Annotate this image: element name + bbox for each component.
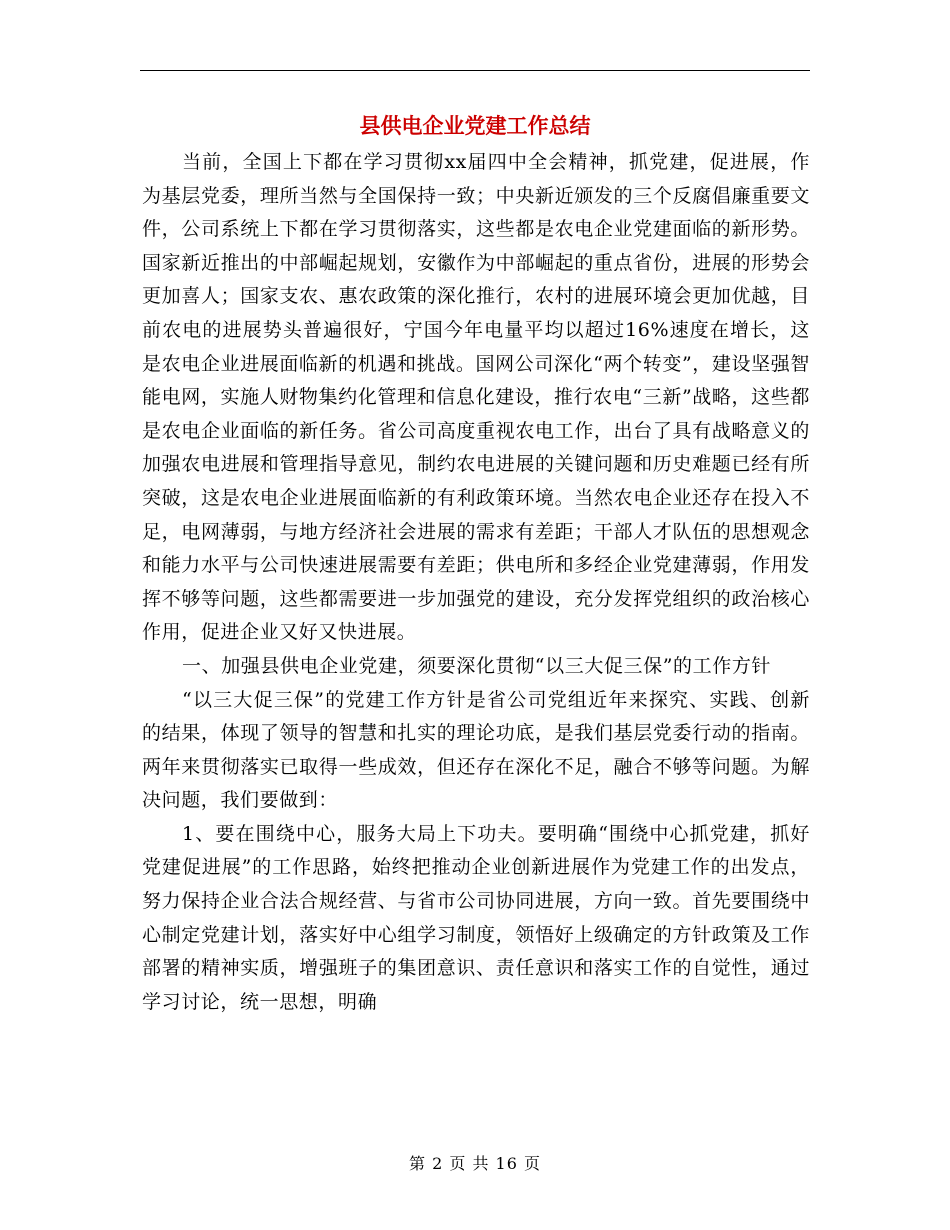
document-title: 县供电企业党建工作总结 — [359, 114, 591, 138]
paragraph-intro: 当前，全国上下都在学习贯彻xx届四中全会精神，抓党建，促进展，作为基层党委，理所当然与全国保持一致；中央新近颁发的三个反腐倡廉重要文件，公司系统上下都在学习贯彻落实，这些都是农电企业党建面临的新形势。国家新近推出的中部崛起规划，安徽作为中部崛起的重点省份，进展的形势会更加喜人；国家支农、惠农政策的深化推行，农村的进展环境会更加优越，目前农电的进展势头普遍很好，宁国今年电量平均以超过16%速度在增长，这是农电企业进展面临新的机遇和挑战。国网公司深化“两个转变”，建设坚强智能电网，实施人财物集约化管理和信息化建设，推行农电“三新”战略，这些都是农电企业面临的新任务。省公司高度重视农电工作，出台了具有战略意义的加强农电进展和管理指导意见，制约农电进展的关键问题和历史难题已经有所突破，这是农电企业进展面临新的有利政策环境。当然农电企业还存在投入不足，电网薄弱，与地方经济社会进展的需求有差距；干部人才队伍的思想观念和能力水平与公司快速进展需要有差距；供电所和多经企业党建薄弱，作用发挥不够等问题，这些都需要进一步加强党的建设，充分发挥党组织的政治核心作用，促进企业又好又快进展。 — [142, 151, 810, 644]
section-heading-1: 一、加强县供电企业党建，须要深化贯彻“以三大促三保”的工作方针 — [182, 654, 772, 677]
header-rule — [140, 70, 810, 71]
paragraph-section-1: “以三大促三保”的党建工作方针是省公司党组近年来探究、实践、创新的结果，体现了领导的智慧和扎实的理论功底，是我们基层党委行动的指南。两年来贯彻落实已取得一些成效，但还存在深化不足，融合不够等问题。为解决问题，我们要做到： — [142, 688, 810, 812]
page-footer: 第 2 页 共 16 页 — [409, 1154, 541, 1173]
paragraph-item-1: 1、要在围绕中心，服务大局上下功夫。要明确“围绕中心抓党建，抓好党建促进展”的工作思路，始终把推动企业创新进展作为党建工作的出发点，努力保持企业合法合规经营、与省市公司协同进展，方向一致。首先要围绕中心制定党建计划，落实好中心组学习制度，领悟好上级确定的方针政策及工作部署的精神实质，增强班子的集团意识、责任意识和落实工作的自觉性，通过学习讨论，统一思想，明确 — [142, 822, 810, 1013]
document-body — [142, 146, 810, 1019]
